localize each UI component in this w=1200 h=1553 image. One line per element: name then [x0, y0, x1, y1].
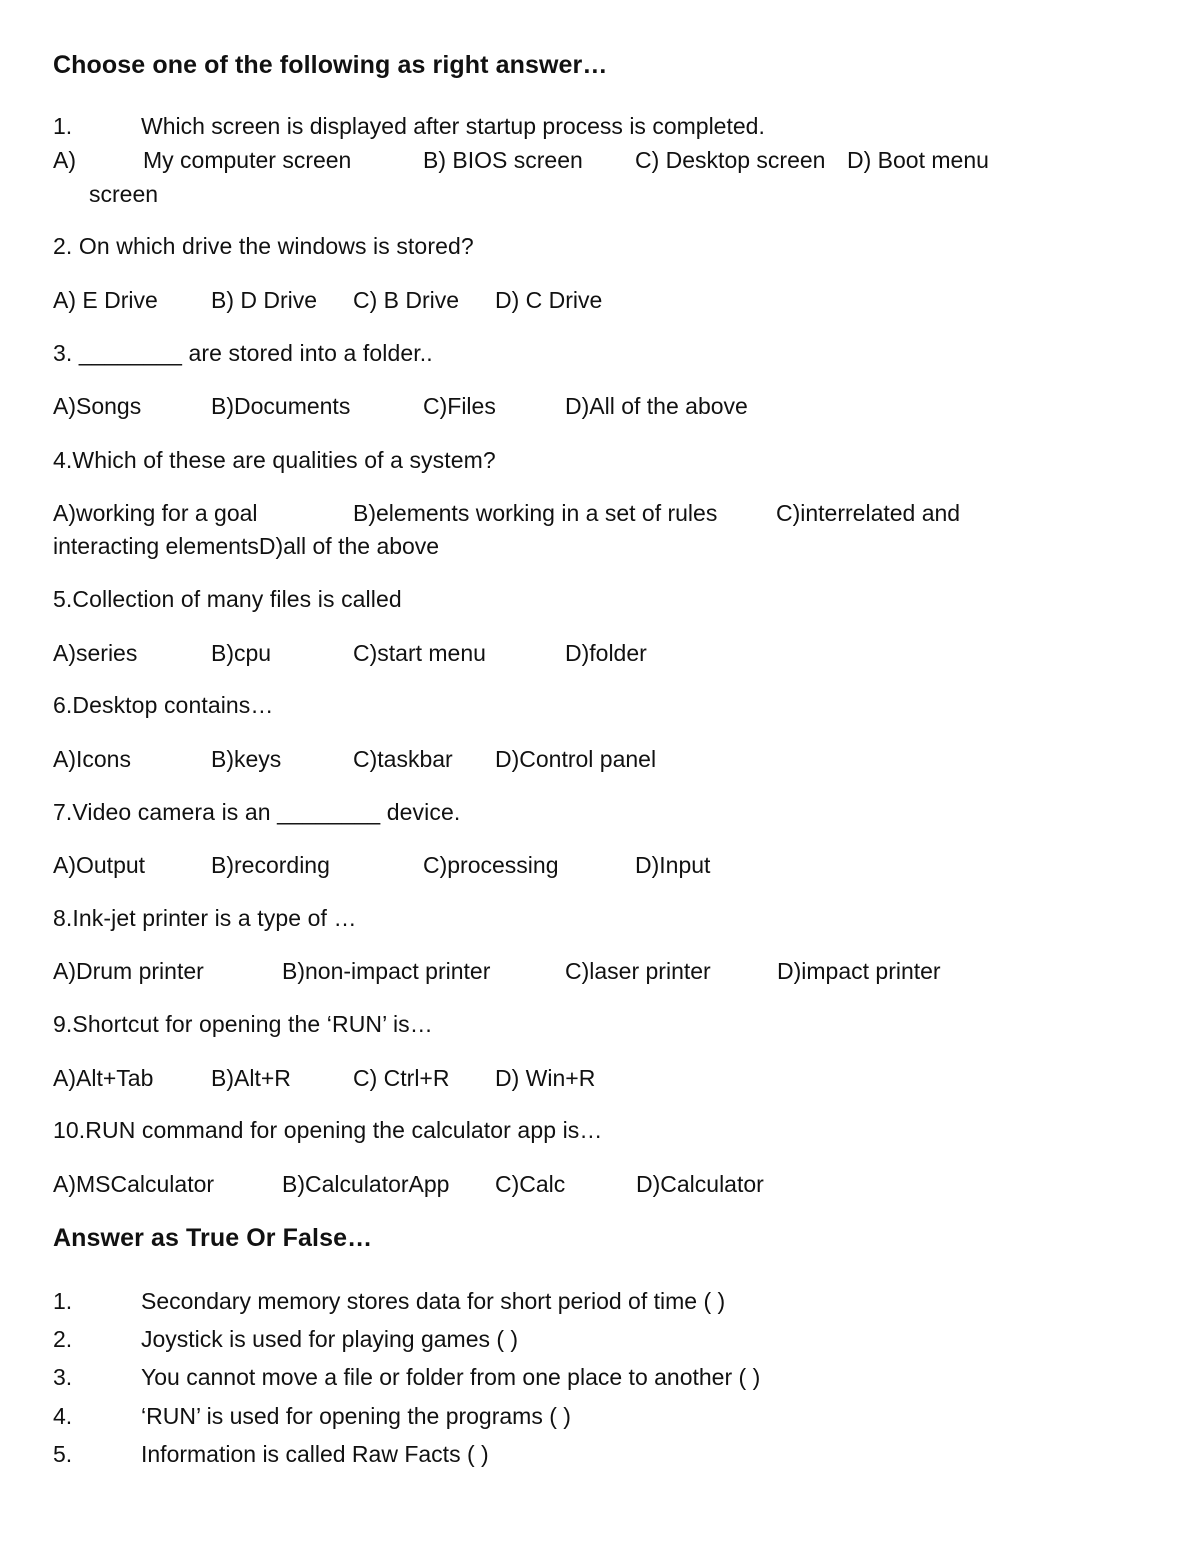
option-b: B) BIOS screen	[423, 147, 583, 173]
option-d: D)Calculator	[636, 1171, 764, 1197]
question-text: 3. ________ are stored into a folder..	[53, 340, 433, 366]
option-c: C)Calc	[495, 1171, 566, 1197]
option-a-label: A)	[53, 147, 76, 173]
option-c: C) Ctrl+R	[353, 1065, 450, 1091]
option-c: C) Desktop screen	[635, 147, 826, 173]
item-number: 5.	[53, 1441, 73, 1467]
question-text: 7.Video camera is an ________ device.	[53, 799, 461, 825]
option-b: B)keys	[211, 746, 282, 772]
item-text: Information is called Raw Facts ( )	[141, 1441, 489, 1467]
question-text: 5.Collection of many files is called	[53, 586, 402, 612]
option-c: C)Files	[423, 393, 496, 419]
option-a: A)MSCalculator	[53, 1171, 215, 1197]
option-a: A)working for a goal	[53, 500, 258, 526]
option-c: C)taskbar	[353, 746, 453, 772]
item-text: Secondary memory stores data for short period of time ( )	[141, 1288, 726, 1314]
question-text: 8.Ink-jet printer is a type of …	[53, 905, 357, 931]
option-b: B)recording	[211, 852, 330, 878]
option-d: D)impact printer	[777, 958, 941, 984]
option-a: A)Alt+Tab	[53, 1065, 154, 1091]
item-text: You cannot move a file or folder from one place to another ( )	[141, 1364, 761, 1390]
item-number: 3.	[53, 1364, 73, 1390]
option-b: B)non-impact printer	[282, 958, 491, 984]
option-d: D) C Drive	[495, 287, 603, 313]
option-c: C)processing	[423, 852, 559, 878]
section-heading-mcq: Choose one of the following as right answer…	[53, 51, 608, 79]
option-d: D)Input	[635, 852, 711, 878]
option-b: B)Alt+R	[211, 1065, 291, 1091]
option-c-continuation: interacting elementsD)all of the above	[53, 533, 440, 559]
option-a: A)Drum printer	[53, 958, 204, 984]
option-c: C)laser printer	[565, 958, 711, 984]
question-text: 9.Shortcut for opening the ‘RUN’ is…	[53, 1011, 433, 1037]
option-a: A) E Drive	[53, 287, 158, 313]
option-b: B)CalculatorApp	[282, 1171, 450, 1197]
option-a: A)Output	[53, 852, 146, 878]
option-b: B) D Drive	[211, 287, 318, 313]
item-text: ‘RUN’ is used for opening the programs ( )	[141, 1403, 571, 1429]
question-text: 2. On which drive the windows is stored?	[53, 233, 474, 259]
section-heading-true-false: Answer as True Or False…	[53, 1224, 373, 1252]
option-a: My computer screen	[143, 147, 352, 173]
option-c: C)start menu	[353, 640, 486, 666]
item-number: 2.	[53, 1326, 73, 1352]
question-text: 6.Desktop contains…	[53, 692, 274, 718]
question-text: Which screen is displayed after startup process is completed.	[141, 113, 765, 139]
option-d: D)All of the above	[565, 393, 748, 419]
option-c: C) B Drive	[353, 287, 460, 313]
option-d: D) Boot menu	[847, 147, 989, 173]
option-b: B)cpu	[211, 640, 272, 666]
item-text: Joystick is used for playing games ( )	[141, 1326, 519, 1352]
option-b: B)Documents	[211, 393, 351, 419]
option-c: C)interrelated and	[776, 500, 961, 526]
item-number: 4.	[53, 1403, 73, 1429]
question-text: 4.Which of these are qualities of a system?	[53, 447, 496, 473]
question-text: 10.RUN command for opening the calculator app is…	[53, 1117, 603, 1143]
option-a: A)Icons	[53, 746, 131, 772]
item-number: 1.	[53, 1288, 73, 1314]
question-number: 1.	[53, 113, 73, 139]
option-d: D)Control panel	[495, 746, 657, 772]
option-a: A)Songs	[53, 393, 142, 419]
option-b: B)elements working in a set of rules	[353, 500, 718, 526]
option-a: A)series	[53, 640, 138, 666]
option-d: D)folder	[565, 640, 647, 666]
option-d-continuation: screen	[89, 181, 159, 207]
option-d: D) Win+R	[495, 1065, 596, 1091]
